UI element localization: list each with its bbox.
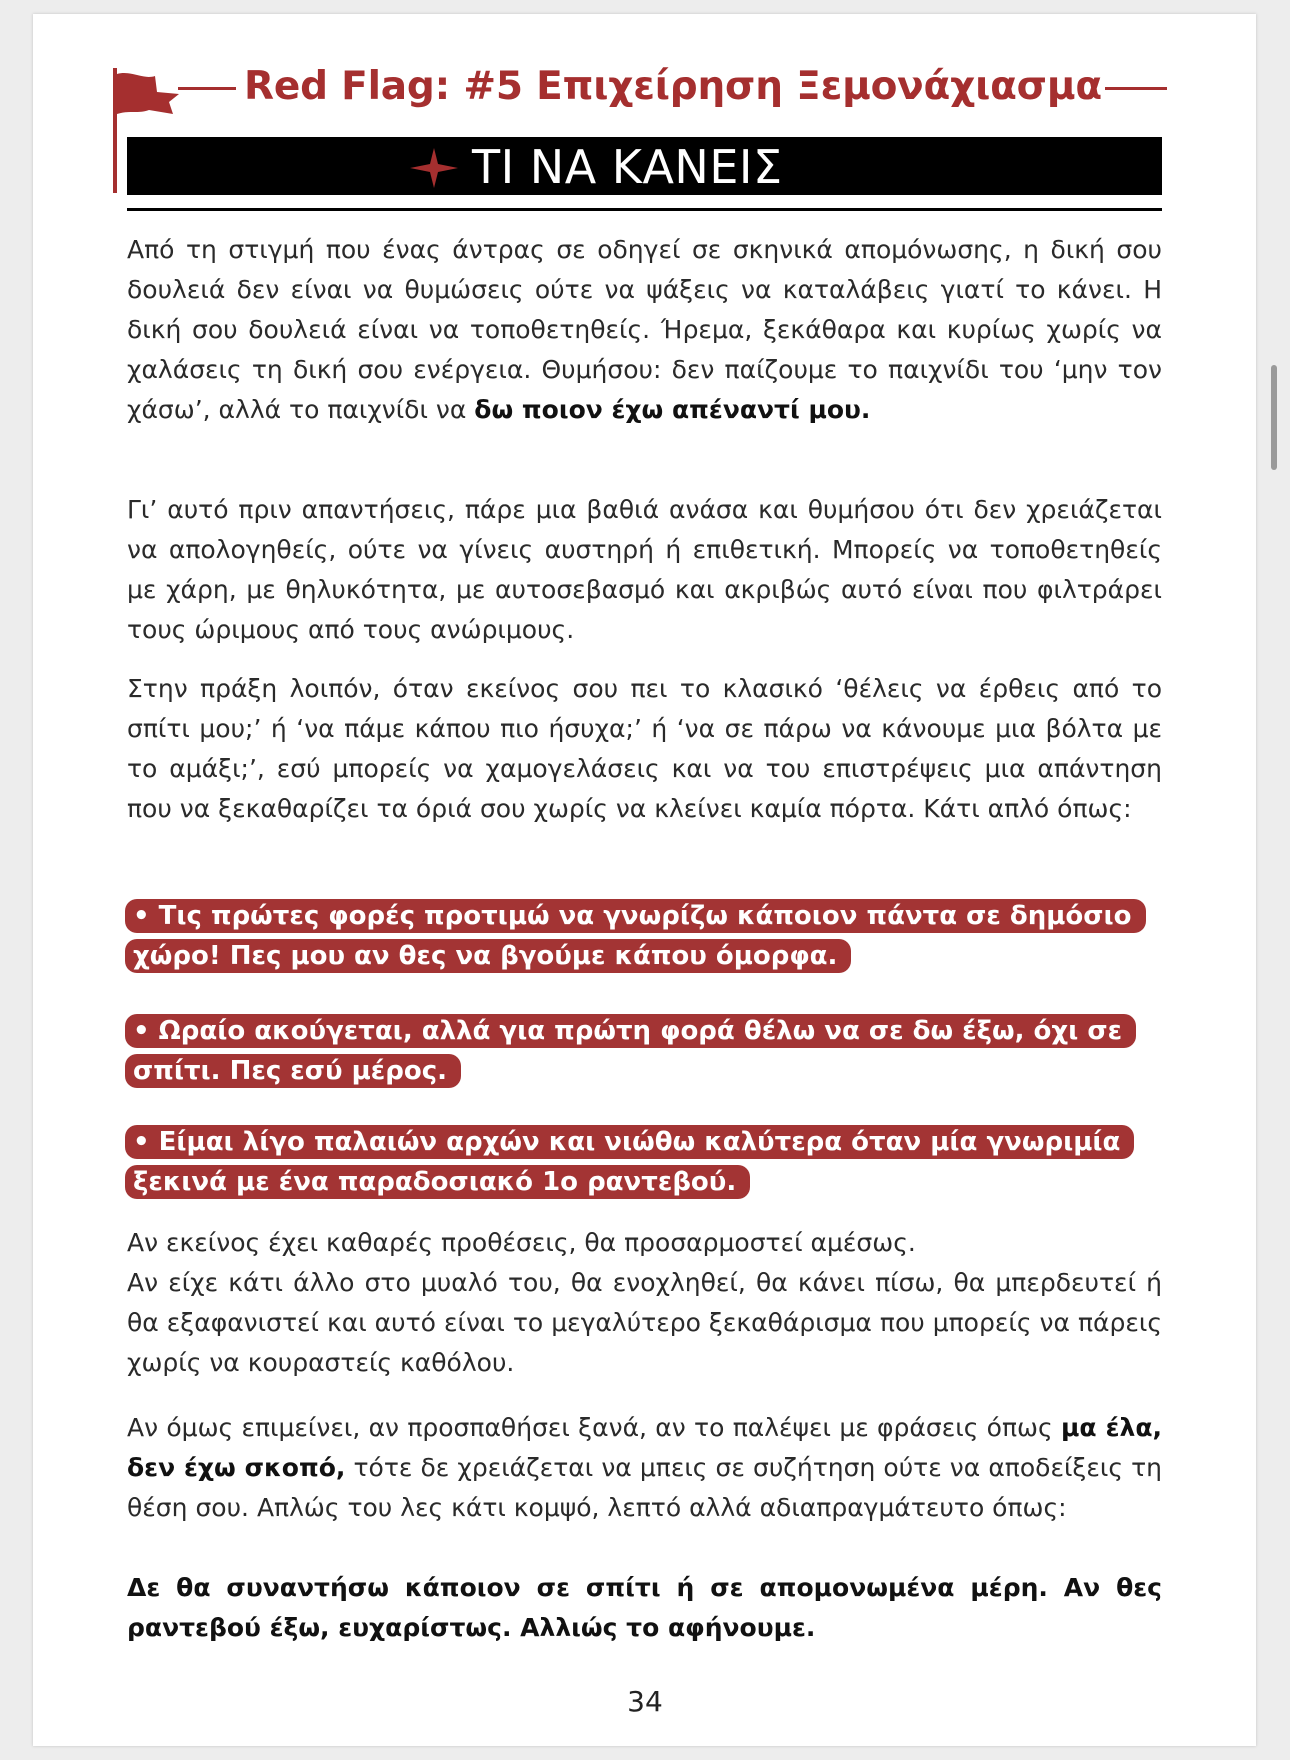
sparkle-icon [410,148,458,188]
paragraph-5-bold: μα έλα, δεν έχω σκοπό, [127,1413,1162,1482]
highlight-quote-3 [125,1122,1170,1202]
title-rule-left [178,87,236,90]
highlight-quote-3-text: • Είμαι λίγο παλαιών αρχών και νιώθω καλύτερα όταν μία γνωριμία ξεκινά με ένα παραδοσιακό 1ο ραντεβού. [125,1125,1134,1199]
highlight-quote-2-text: • Ωραίο ακούγεται, αλλά για πρώτη φορά θέλω να σε δω έξω, όχι σε σπίτι. Πες εσύ μέρος. [125,1014,1136,1088]
paragraph-2: Γι’ αυτό πριν απαντήσεις, πάρε μια βαθιά ανάσα και θυμήσου ότι δεν χρειάζεται να απολογηθείς, ούτε να γίνεις αυστηρή ή επιθετική. Μπορείς να τοποθετηθείς με χάρη, με θηλυκότητα, με αυτοσεβασμό και ακριβώς αυτό είναι που φιλτράρει τους ώριμους από τους ανώριμους. [127,495,1162,644]
highlight-quote-1-text: • Τις πρώτες φορές προτιμώ να γνωρίζω κάποιον πάντα σε δημόσιο χώρο! Πες μου αν θες να βγούμε κάπου όμορφα. [125,899,1146,973]
page-title: Red Flag: #5 Επιχείρηση Ξεμονάχιασμα [244,64,1102,109]
paragraph-1-bold: δω ποιον έχω απέναντί μου. [474,395,871,424]
paragraph-1 [127,230,1162,430]
title-rule-right [1105,87,1167,90]
section-banner-title: ΤΙ ΝΑ ΚΑΝΕΙΣ [472,140,783,194]
page-number: 34 [627,1685,663,1718]
paragraph-3: Στην πράξη λοιπόν, όταν εκείνος σου πει το κλασικό ‘θέλεις να έρθεις από το σπίτι μου;’ ή ‘να πάμε κάπου πιο ήσυχα;’ ή ‘να σε πάρω να κάνουμε μια βόλτα με το αμάξι;’, εσύ μπορείς να χαμογελάσεις και να του επιστρέψεις μια απάντηση που να ξεκαθαρίζει τα όριά σου χωρίς να κλείνει καμία πόρτα. Κάτι απλό όπως: [127,674,1162,823]
paragraph-1-text: Από τη στιγμή που ένας άντρας σε οδηγεί σε σκηνικά απομόνωσης, η δική σου δουλειά δεν είναι να θυμώσεις ούτε να ψάξεις να καταλάβεις γιατί το κάνει. Η δική σου δουλειά είναι να τοποθετηθείς. Ήρεμα, ξεκάθαρα και κυρίως χωρίς να χαλάσεις τη δική σου ενέργεια. Θυμήσου: δεν παίζουμε το παιχνίδι του ‘μην τον χάσω’, αλλά το παιχνίδι να [127,235,1162,424]
paragraph-5-final [127,1568,1162,1648]
paragraph-4-line-1: Αν εκείνος έχει καθαρές προθέσεις, θα προσαρμοστεί αμέσως. [127,1228,916,1257]
paragraph-5-start: Αν όμως επιμείνει, αν προσπαθήσει ξανά, αν το παλέψει με φράσεις όπως [127,1413,1061,1442]
header-divider [127,208,1162,211]
scrollbar-thumb[interactable] [1271,365,1277,470]
highlight-quote-2 [125,1011,1170,1091]
paragraph-5 [127,1408,1162,1528]
highlight-quote-1 [125,896,1170,976]
red-flag-icon [113,70,183,130]
paragraph-4-line-2: Αν είχε κάτι άλλο στο μυαλό του, θα ενοχληθεί, θα κάνει πίσω, θα μπερδευτεί ή θα εξαφανιστεί και αυτό είναι το μεγαλύτερο ξεκαθάρισμα που μπορείς να πάρεις χωρίς να κουραστείς καθόλου. [127,1268,1162,1377]
paragraph-5-final-bold: Δε θα συναντήσω κάποιον σε σπίτι ή σε απομονωμένα μέρη. Αν θες ραντεβού έξω, ευχαρίστως. Αλλιώς το αφήνουμε. [127,1573,1162,1642]
paragraph-5-end: τότε δε χρειάζεται να μπεις σε συζήτηση ούτε να αποδείξεις τη θέση σου. Απλώς του λες κάτι κομψό, λεπτό αλλά αδιαπραγμάτευτο όπως: [127,1453,1162,1522]
